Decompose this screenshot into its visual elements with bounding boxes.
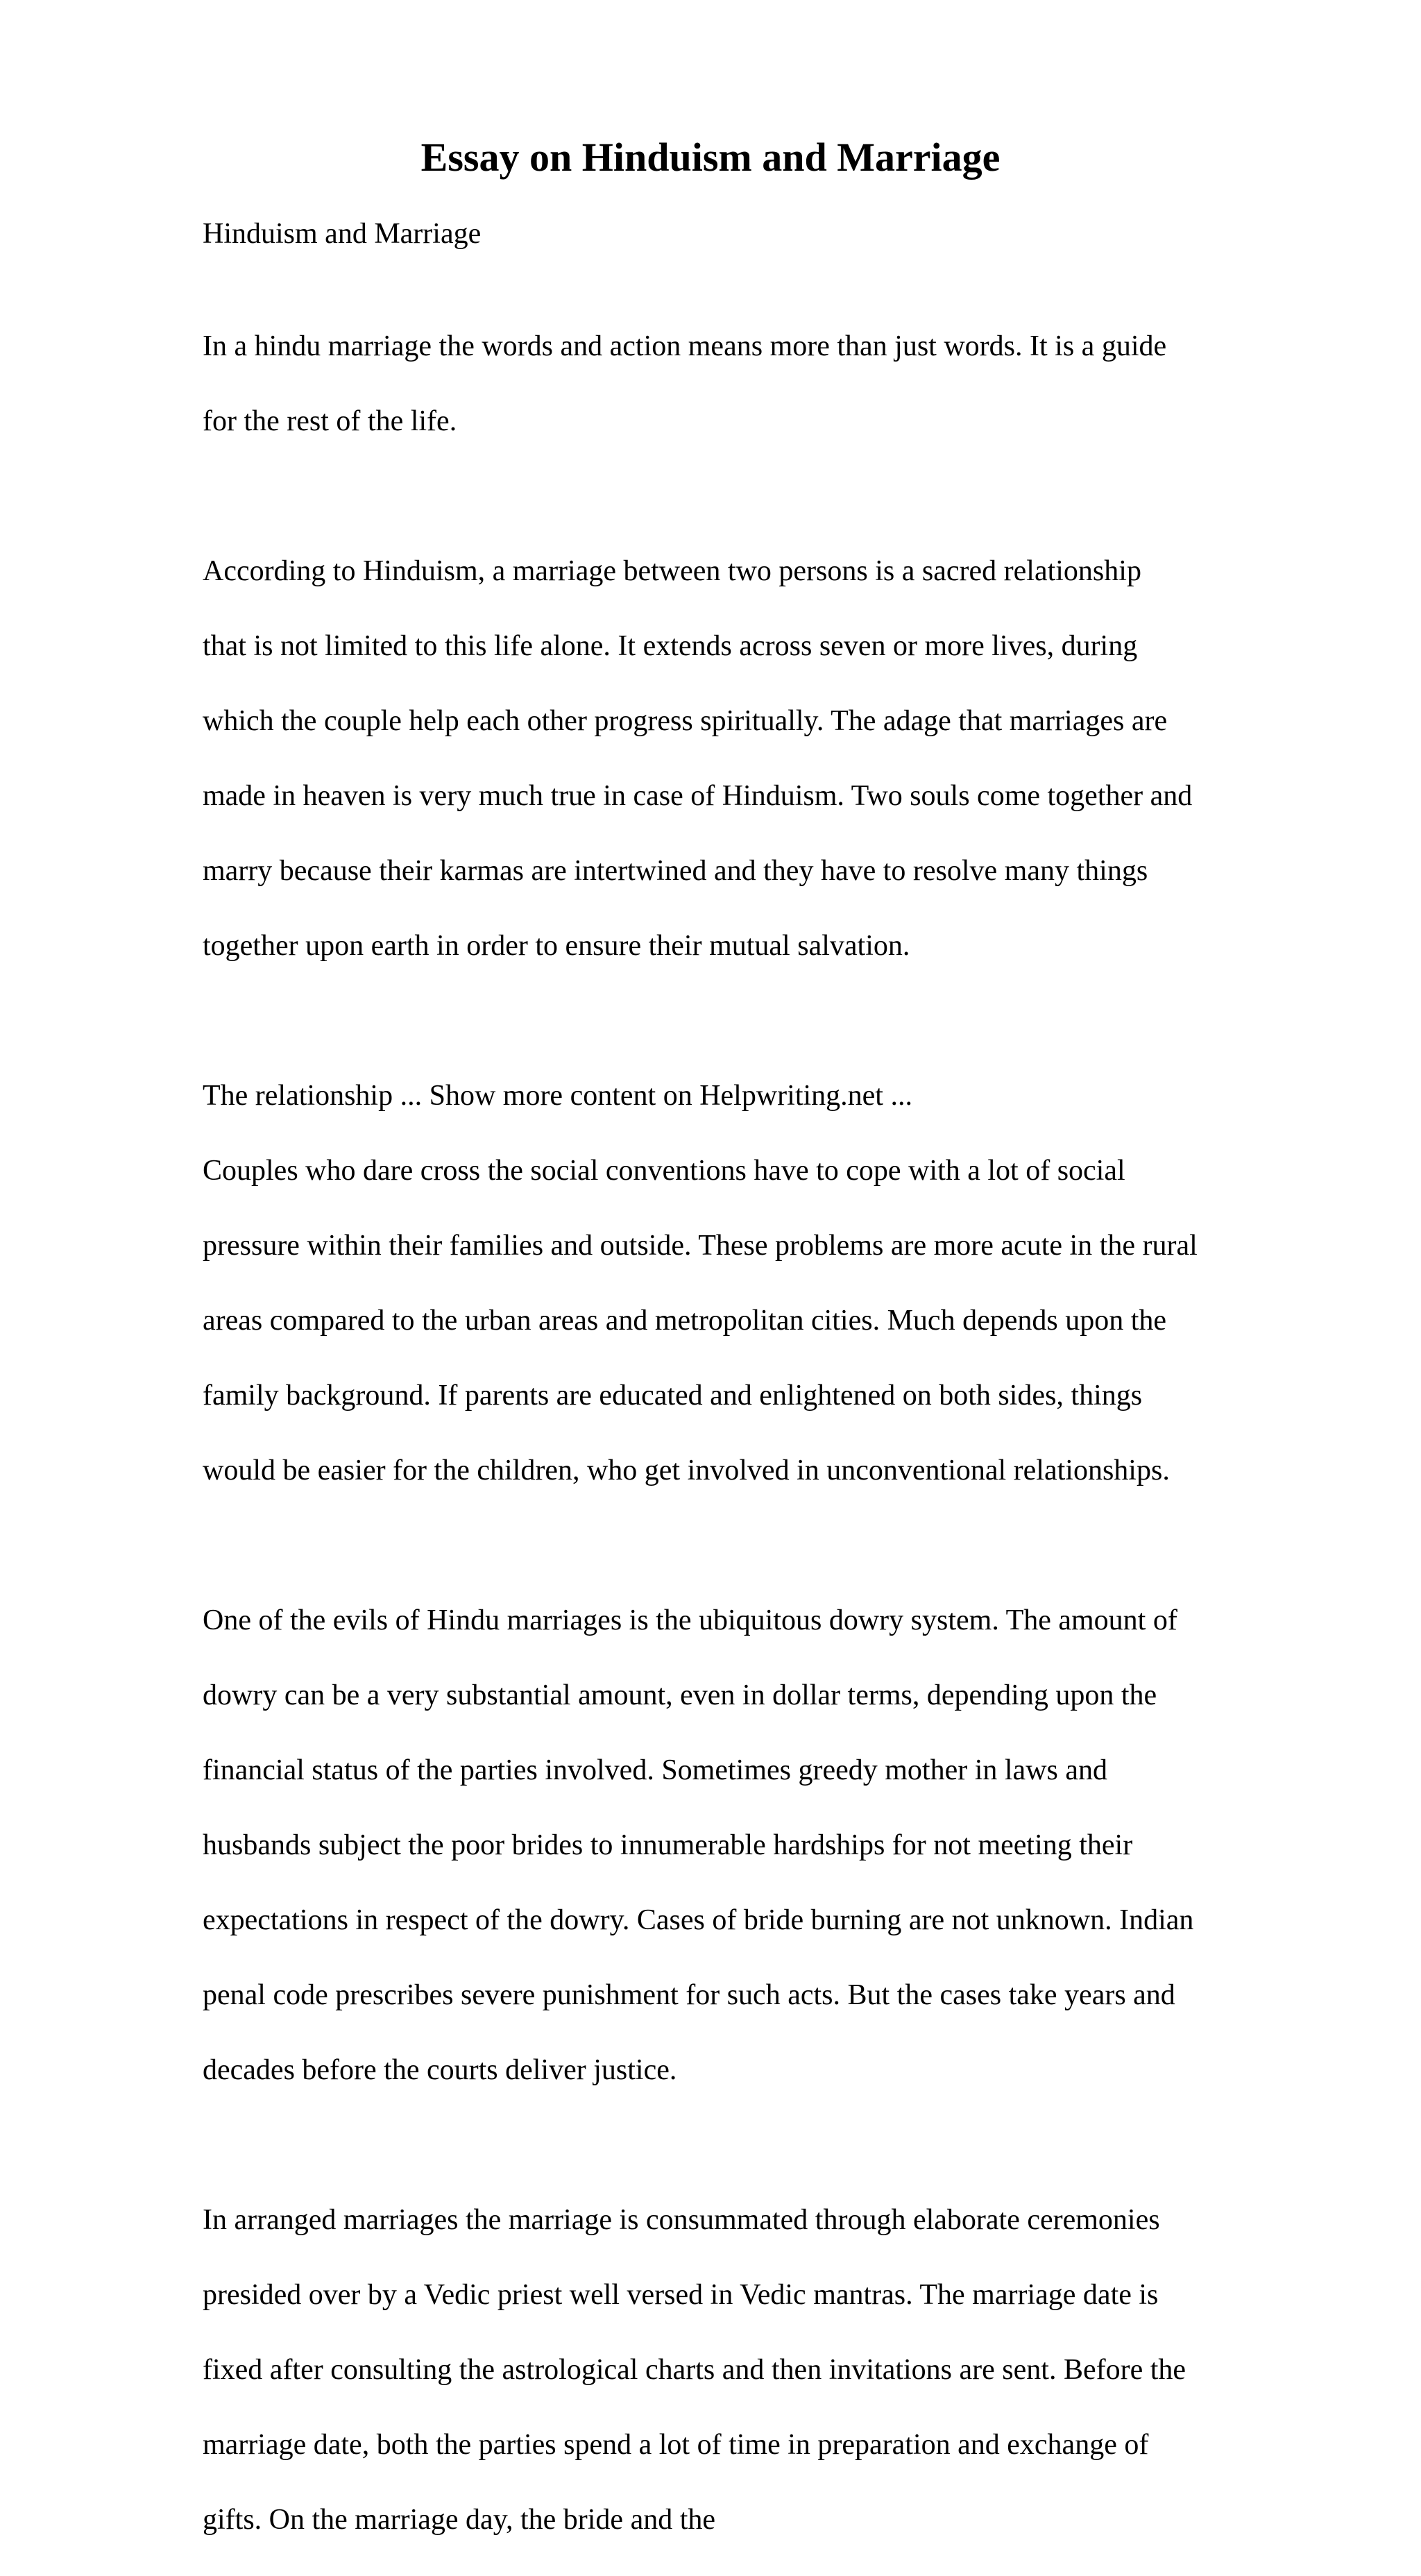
paragraph-1 bbox=[203, 290, 1327, 477]
paragraph-2 bbox=[203, 515, 1327, 1002]
paragraph-line: fixed after consulting the astrological charts and then invitations are sent. Before the bbox=[203, 2354, 1186, 2386]
paragraph-line: for the rest of the life. bbox=[203, 405, 457, 437]
paragraph-line: marriage date, both the parties spend a lot of time in preparation and exchange of bbox=[203, 2429, 1149, 2461]
paragraph-line: decades before the courts deliver justice. bbox=[203, 2054, 677, 2086]
paragraph-line: dowry can be a very substantial amount, even in dollar terms, depending upon the bbox=[203, 1679, 1157, 1711]
paragraph-line: presided over by a Vedic priest well versed in Vedic mantras. The marriage date is bbox=[203, 2279, 1159, 2311]
paragraph-4 bbox=[203, 1564, 1327, 2126]
paragraph-line: marry because their karmas are intertwined and they have to resolve many things bbox=[203, 855, 1148, 887]
paragraph-line: In a hindu marriage the words and action means more than just words. It is a guide bbox=[203, 330, 1167, 362]
paragraph-line: would be easier for the children, who get involved in unconventional relationships. bbox=[203, 1455, 1170, 1486]
paragraph-line: together upon earth in order to ensure their mutual salvation. bbox=[203, 930, 910, 962]
paragraph-line: According to Hinduism, a marriage between two persons is a sacred relationship bbox=[203, 555, 1141, 587]
document-body bbox=[203, 215, 1327, 2576]
paragraph-line: made in heaven is very much true in case of Hinduism. Two souls come together and bbox=[203, 780, 1193, 812]
paragraph-line: One of the evils of Hindu marriages is the ubiquitous dowry system. The amount of bbox=[203, 1604, 1177, 1636]
paragraph-line: penal code prescribes severe punishment for such acts. But the cases take years and bbox=[203, 1979, 1175, 2011]
paragraph-line: expectations in respect of the dowry. Cases of bride burning are not unknown. Indian bbox=[203, 1904, 1194, 1936]
document-subtitle: Hinduism and Marriage bbox=[203, 218, 482, 250]
paragraph-line: gifts. On the marriage day, the bride and the bbox=[203, 2504, 716, 2536]
document-title: Essay on Hinduism and Marriage bbox=[420, 135, 1001, 180]
paragraph-line: financial status of the parties involved. Sometimes greedy mother in laws and bbox=[203, 1754, 1108, 1786]
paragraph-5 bbox=[203, 2164, 1327, 2576]
paragraph-line: family background. If parents are educated and enlightened on both sides, things bbox=[203, 1380, 1143, 1412]
paragraph-line: which the couple help each other progress spiritually. The adage that marriages are bbox=[203, 705, 1168, 737]
paragraph-line: that is not limited to this life alone. It extends across seven or more lives, during bbox=[203, 630, 1138, 662]
paragraph-line: Couples who dare cross the social conventions have to cope with a lot of social bbox=[203, 1155, 1125, 1187]
paragraph-line: The relationship ... Show more content on Helpwriting.net ... bbox=[203, 1080, 912, 1112]
paragraph-line: pressure within their families and outside. These problems are more acute in the rural bbox=[203, 1230, 1198, 1262]
paragraph-line: In arranged marriages the marriage is consummated through elaborate ceremonies bbox=[203, 2204, 1160, 2236]
paragraph-line: areas compared to the urban areas and metropolitan cities. Much depends upon the bbox=[203, 1305, 1167, 1337]
paragraph-3 bbox=[203, 1040, 1327, 1527]
paragraph-line: husbands subject the poor brides to innumerable hardships for not meeting their bbox=[203, 1829, 1133, 1861]
